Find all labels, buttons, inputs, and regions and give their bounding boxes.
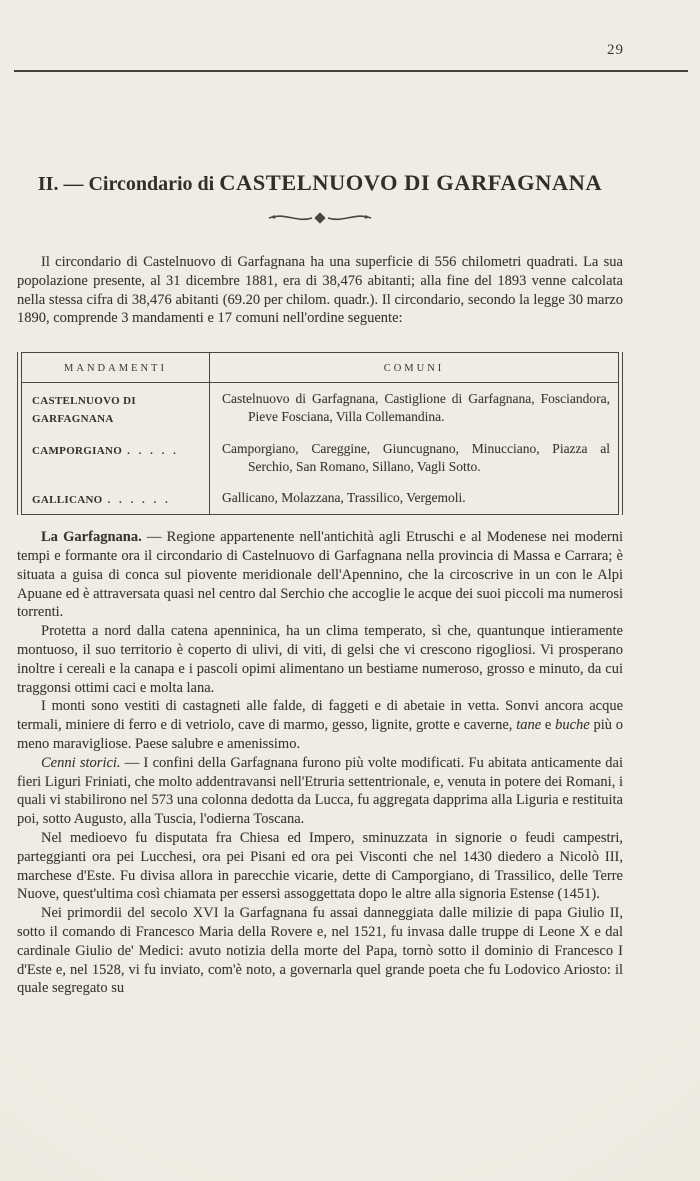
- paragraph-medioevo: Nel medioevo fu disputata fra Chiesa ed Impero, sminuzzata in signorie o feudi campestri, parteggianti ora pei Lucchesi, ora pei Pisani ed ora pei Visconti che nel 1430 diedero a Nicolò III, marchese d'Este. Fu divisa allora in parecchie vicarie, dette di Camporgiano, di Trassilico, delle Terre Nuove, quest'ultima così chiamata per essersi assoggettata dopo le altre alla signoria Estense (1451).: [17, 829, 623, 903]
- mandamento-cell: [22, 482, 210, 514]
- table-header-row: [22, 353, 618, 383]
- column-header-comuni: COMUNI: [383, 363, 445, 375]
- comuni-cell: [210, 433, 618, 482]
- page-content: [17, 0, 623, 998]
- mandamento-label: GALLICANO: [32, 494, 103, 507]
- paragraph-primordii: Nei primordii del secolo XVI la Garfagnana fu assai danneggiata dalle milizie di papa Giulio II, sotto il comando di Francesco Maria della Rovere e, nel 1521, fu invasa dalle truppe di Leone X e dal cardinale Giulio de' Medici: avuto notizia della morte del Papa, tornò sotto il dominio di Francesco I d'Este e, nel 1528, vi fu inviato, com'è noto, a governarla quel grande poeta che fu Lodovico Ariosto: il quale segregato su: [17, 905, 623, 997]
- column-header-mandamenti: MANDAMENTI: [22, 353, 210, 382]
- paragraph-protetta: Protetta a nord dalla catena apenninica, ha un clima temperato, sì che, quantunque intieramente montuoso, il suo territorio è coperto di ulivi, di viti, di gelsi che vi crescono rigogliosi. Vi prosperano inoltre i cereali e la canapa e i pascoli opimi alimentano un bestiame numeroso, grosso e minuto, da cui traggonsi ottimi caci e molta lana.: [17, 623, 623, 696]
- mandamento-label: CASTELNUOVO DI GARFAGNANA: [32, 395, 136, 426]
- paragraph-text: e: [541, 717, 556, 734]
- mandamento-leader-dots: . . . . . .: [107, 494, 171, 507]
- mandamento-leader-dots: . . . . .: [127, 445, 179, 458]
- italic-term: buche: [555, 717, 590, 734]
- paragraph-text: — I confini della Garfagnana furono più volte modificati. Fu abitata anticamente dai fieri Liguri Friniati, che molto addentravansi nell'Etruria settentrionale, e, venuta in potere dei Romani, i quali vi stabilirono nel 573 una colonna dedotta da Lucca, fu aggregata dapprima alla Liguria e restituita poi, sotto Augusto, alla Tuscia, l'odierna Toscana.: [17, 754, 623, 828]
- paragraph-monti: [17, 697, 623, 753]
- mandamento-label: CAMPORGIANO: [32, 445, 123, 458]
- mandamenti-table: [17, 352, 623, 515]
- comuni-list: Castelnuovo di Garfagnana, Castiglione di Garfagnana, Fosciandora, Pieve Fosciana, Villa Collemandina.: [222, 391, 610, 425]
- section-title: [17, 170, 623, 196]
- italic-term: tane: [516, 717, 542, 734]
- comuni-list: Camporgiano, Careggine, Giuncugnano, Minucciano, Piazza al Serchio, San Romano, Sillano, Vagli Sotto.: [222, 441, 610, 475]
- paragraph-text: — Regione appartenente nell'antichità agli Etruschi e al Modenese nei moderni tempi e formante ora il circondario di Castelnuovo di Garfagnana nella provincia di Massa e Carrara; è situata a guisa di conca sul piovente meridionale dell'Apennino, che la circoscrive in un con le Alpi Apuane ed è attraversata quasi nel centro dal Serchio che accoglie le acque dei suoi piccoli ma numerosi torrenti.: [17, 529, 623, 621]
- paragraph-text: I monti sono vestiti di castagneti alle falde, di faggeti e di abetaie in vetta. Sonvi ancora acque termali, miniere di ferro e di vetriolo, cave di marmo, gesso, lignite, grotte e caverne,: [17, 698, 623, 734]
- mandamento-cell: [22, 383, 210, 433]
- paragraph-la-garfagnana: [17, 528, 623, 622]
- paragraph-cenni-storici: [17, 754, 623, 829]
- comuni-cell: [210, 482, 618, 514]
- intro-paragraph: Il circondario di Castelnuovo di Garfagnana ha una superficie di 556 chilometri quadrati. La sua popolazione presente, al 31 dicembre 1881, era di 38,476 abitanti; alla fine del 1893 venne calcolata nella stessa cifra di 38,476 abitanti (69.20 per chilom. quadr.). Il circondario, secondo la legge 30 marzo 1890, comprende 3 mandamenti e 17 comuni nell'ordine seguente:: [17, 254, 623, 327]
- mandamento-cell: [22, 433, 210, 482]
- ornament-flourish-icon: [17, 209, 623, 227]
- comuni-list: Gallicano, Molazzana, Trassilico, Vergemoli.: [222, 490, 466, 506]
- table-row: [22, 383, 618, 433]
- section-title-emphasis: CASTELNUOVO DI GARFAGNANA: [219, 170, 603, 195]
- mandamenti-table-body: [21, 352, 619, 515]
- comuni-cell: [210, 383, 618, 433]
- paragraph-lead: Cenni storici.: [41, 754, 121, 771]
- paragraph-text: più o meno maravigliose. Paese salubre e amenissimo.: [17, 717, 624, 752]
- page-number: 29: [607, 42, 624, 58]
- table-row: [22, 482, 618, 514]
- paragraph-lead: La Garfagnana.: [41, 529, 142, 546]
- section-title-prefix: II. — Circondario di: [37, 173, 215, 195]
- table-row: [22, 433, 618, 482]
